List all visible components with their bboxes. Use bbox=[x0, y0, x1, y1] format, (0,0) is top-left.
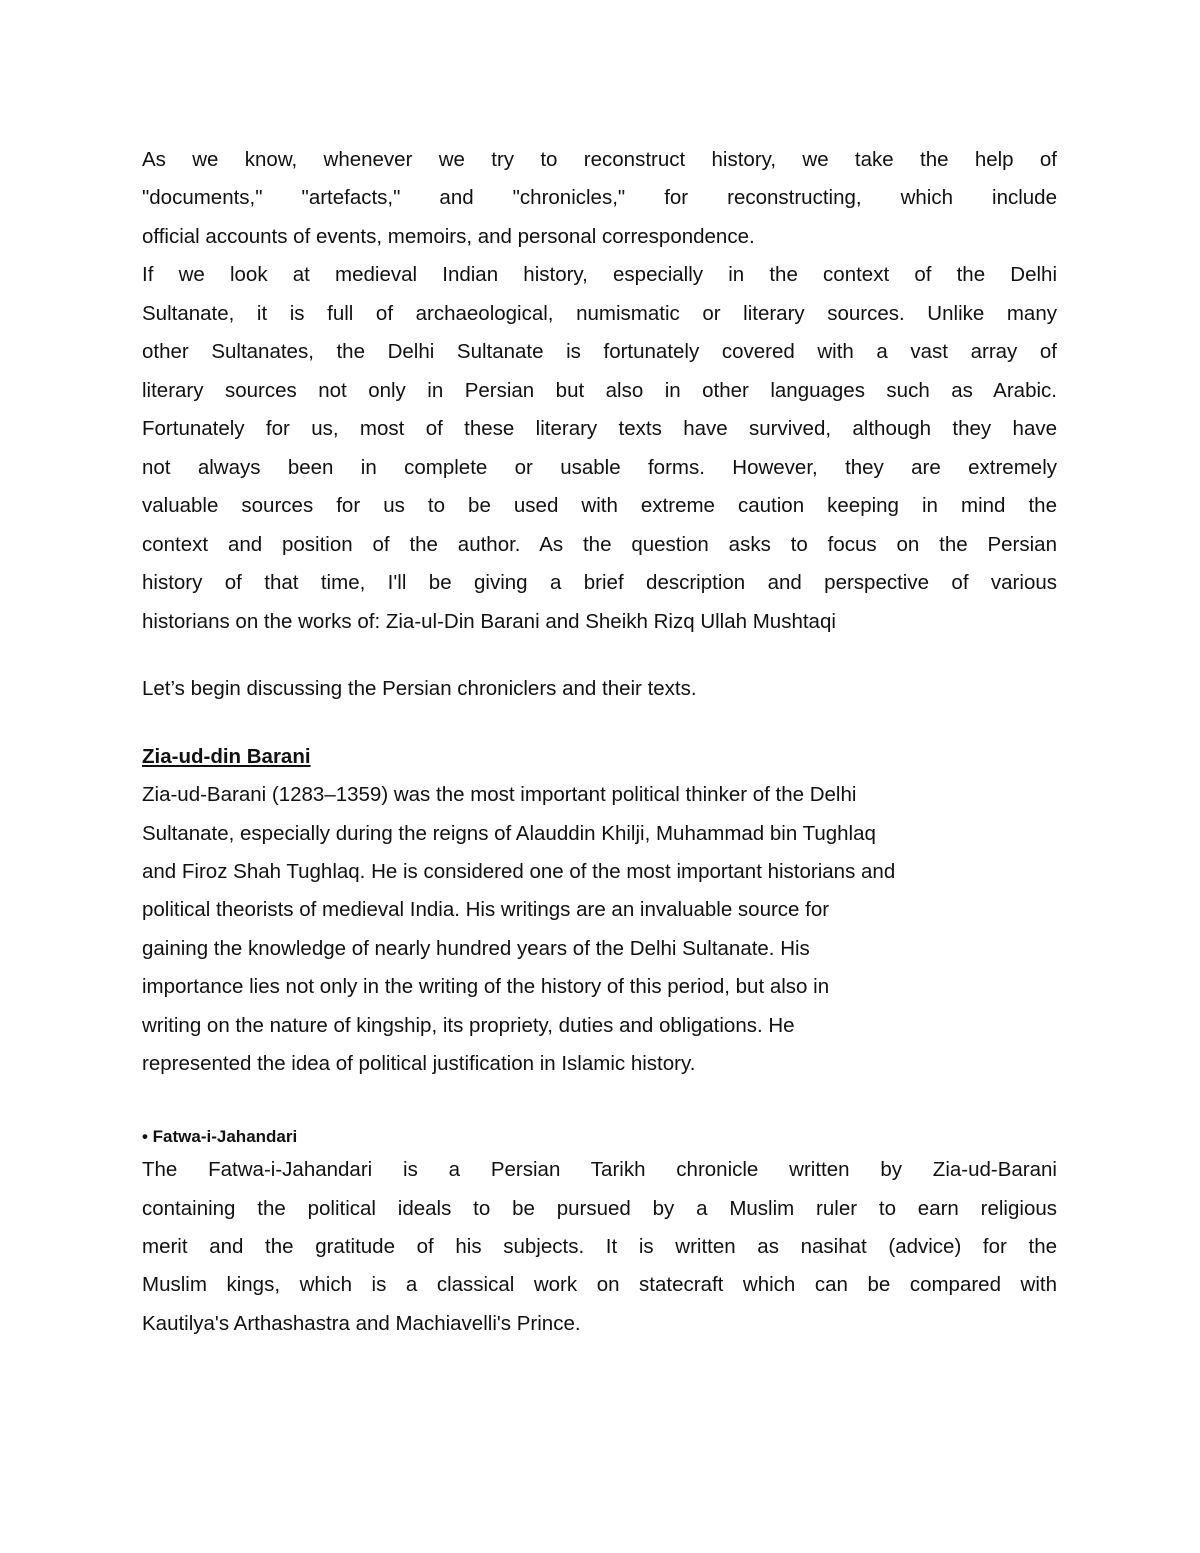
section-heading-fatwa: • Fatwa-i-Jahandari bbox=[142, 1127, 298, 1146]
medieval-line: historians on the works of: Zia-ul-Din Barani and Sheikh Rizq Ullah Mushtaqi bbox=[142, 610, 836, 633]
barani-line: political theorists of medieval India. His writings are an invaluable source for bbox=[142, 898, 830, 921]
section-heading-barani: Zia-ud-din Barani bbox=[142, 745, 311, 768]
medieval-line: If we look at medieval Indian history, especially in the context of the Delhi bbox=[142, 263, 1057, 286]
barani-line: Zia-ud-Barani (1283–1359) was the most important political thinker of the Delhi bbox=[142, 783, 857, 806]
begin-line: Let’s begin discussing the Persian chroniclers and their texts. bbox=[142, 677, 697, 700]
barani-line: writing on the nature of kingship, its propriety, duties and obligations. He bbox=[142, 1014, 795, 1037]
fatwa-line: The Fatwa-i-Jahandari is a Persian Tarikh chronicle written by Zia-ud-Barani bbox=[142, 1158, 1057, 1181]
medieval-line: other Sultanates, the Delhi Sultanate is fortunately covered with a vast array of bbox=[142, 340, 1057, 363]
medieval-line: Sultanate, it is full of archaeological, numismatic or literary sources. Unlike many bbox=[142, 302, 1057, 325]
barani-line: represented the idea of political justification in Islamic history. bbox=[142, 1052, 696, 1075]
intro-line: official accounts of events, memoirs, and personal correspondence. bbox=[142, 225, 755, 248]
intro-line: As we know, whenever we try to reconstruct history, we take the help of bbox=[142, 148, 1057, 171]
fatwa-line: containing the political ideals to be pursued by a Muslim ruler to earn religious bbox=[142, 1197, 1057, 1220]
medieval-line: context and position of the author. As the question asks to focus on the Persian bbox=[142, 533, 1057, 556]
medieval-line: not always been in complete or usable forms. However, they are extremely bbox=[142, 456, 1057, 479]
fatwa-line: Kautilya's Arthashastra and Machiavelli's Prince. bbox=[142, 1312, 581, 1335]
medieval-line: Fortunately for us, most of these literary texts have survived, although they have bbox=[142, 417, 1057, 440]
intro-line: "documents," "artefacts," and "chronicles," for reconstructing, which include bbox=[142, 186, 1057, 209]
barani-line: gaining the knowledge of nearly hundred years of the Delhi Sultanate. His bbox=[142, 937, 810, 960]
medieval-line: literary sources not only in Persian but also in other languages such as Arabic. bbox=[142, 379, 1057, 402]
barani-line: and Firoz Shah Tughlaq. He is considered one of the most important historians and bbox=[142, 860, 896, 883]
fatwa-line: merit and the gratitude of his subjects. It is written as nasihat (advice) for the bbox=[142, 1235, 1057, 1258]
barani-line: Sultanate, especially during the reigns of Alauddin Khilji, Muhammad bin Tughlaq bbox=[142, 822, 876, 845]
medieval-line: history of that time, I'll be giving a brief description and perspective of various bbox=[142, 571, 1057, 594]
fatwa-line: Muslim kings, which is a classical work on statecraft which can be compared with bbox=[142, 1273, 1057, 1296]
barani-line: importance lies not only in the writing of the history of this period, but also in bbox=[142, 975, 830, 998]
medieval-line: valuable sources for us to be used with extreme caution keeping in mind the bbox=[142, 494, 1057, 517]
